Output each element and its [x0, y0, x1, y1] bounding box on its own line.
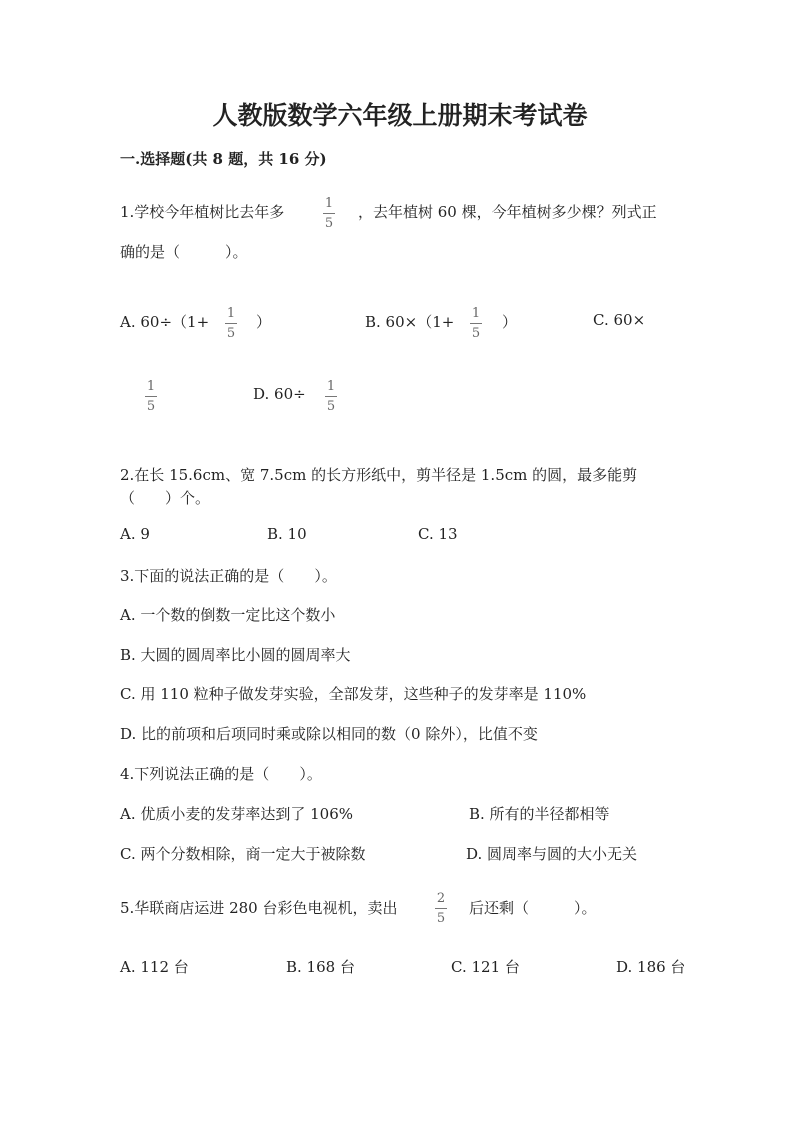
q3-option-a: A. 一个数的倒数一定比这个数小: [120, 606, 336, 624]
q5-text-part1: 5.华联商店运进 280 台彩色电视机，卖出: [120, 899, 398, 917]
q4-option-a: A. 优质小麦的发芽率达到了 106%: [120, 805, 354, 823]
q1-option-d-fraction: [324, 379, 338, 414]
q2-text-part2: （ ）个。: [120, 489, 211, 507]
q1-option-b-fraction: [469, 306, 483, 341]
q5-option-b: B. 168 台: [286, 958, 355, 976]
fraction-denominator: 5: [226, 326, 236, 341]
fraction-numerator: 1: [324, 196, 334, 211]
page-title: 人教版数学六年级上册期末考试卷: [212, 101, 588, 130]
fraction-bar: [435, 908, 447, 909]
fraction-denominator: 5: [146, 399, 156, 414]
fraction-bar: [470, 323, 482, 324]
q1-option-a-close: ）: [256, 313, 272, 331]
q1-option-b-close: ）: [502, 313, 518, 331]
q4-option-b: B. 所有的半径都相等: [469, 805, 610, 823]
q1-option-c-fraction: [144, 379, 158, 414]
q1-option-a: A. 60÷（1+: [120, 313, 210, 331]
fraction-numerator: 1: [471, 306, 481, 321]
section-heading: 一.选择题(共 8 题，共 16 分): [120, 150, 327, 168]
q5-option-d: D. 186 台: [616, 958, 686, 976]
fraction-numerator: 1: [326, 379, 336, 394]
fraction-bar: [323, 213, 335, 214]
q1-text-part3: 确的是（ ）。: [120, 243, 248, 261]
q1-text-part2: ，去年植树 60 棵，今年植树多少棵？列式正: [358, 203, 657, 221]
q2-option-a: A. 9: [120, 525, 150, 543]
q5-text-part2: 后还剩（ ）。: [469, 899, 597, 917]
q5-fraction: [434, 891, 448, 926]
q4-text: 4.下列说法正确的是（ ）。: [120, 765, 322, 783]
q3-option-c: C. 用 110 粒种子做发芽实验，全部发芽，这些种子的发芽率是 110%: [120, 685, 587, 703]
q5-option-a: A. 112 台: [120, 958, 189, 976]
fraction-denominator: 5: [436, 911, 446, 926]
q2-option-c: C. 13: [418, 525, 458, 543]
q5-option-c: C. 121 台: [451, 958, 520, 976]
fraction-numerator: 1: [226, 306, 236, 321]
q1-option-b: B. 60×（1+: [365, 313, 455, 331]
q2-option-b: B. 10: [267, 525, 307, 543]
fraction-numerator: 1: [146, 379, 156, 394]
fraction-denominator: 5: [471, 326, 481, 341]
fraction-denominator: 5: [324, 216, 334, 231]
q1-option-a-fraction: [224, 306, 238, 341]
q4-option-d: D. 圆周率与圆的大小无关: [466, 845, 638, 863]
q1-fraction: [322, 196, 336, 231]
q1-option-c: C. 60×: [593, 311, 646, 329]
q2-text-part1: 2.在长 15.6cm、宽 7.5cm 的长方形纸中，剪半径是 1.5cm 的圆，最多能剪: [120, 466, 638, 484]
q1-text-part1: 1.学校今年植树比去年多: [120, 203, 285, 221]
fraction-denominator: 5: [326, 399, 336, 414]
fraction-bar: [325, 396, 337, 397]
fraction-bar: [225, 323, 237, 324]
q3-option-d: D. 比的前项和后项同时乘或除以相同的数（0 除外），比值不变: [120, 725, 538, 743]
fraction-bar: [145, 396, 157, 397]
q4-option-c: C. 两个分数相除，商一定大于被除数: [120, 845, 366, 863]
q1-option-d: D. 60÷: [253, 385, 306, 403]
q3-option-b: B. 大圆的圆周率比小圆的圆周率大: [120, 646, 351, 664]
q3-text: 3.下面的说法正确的是（ ）。: [120, 567, 337, 585]
fraction-numerator: 2: [436, 891, 446, 906]
